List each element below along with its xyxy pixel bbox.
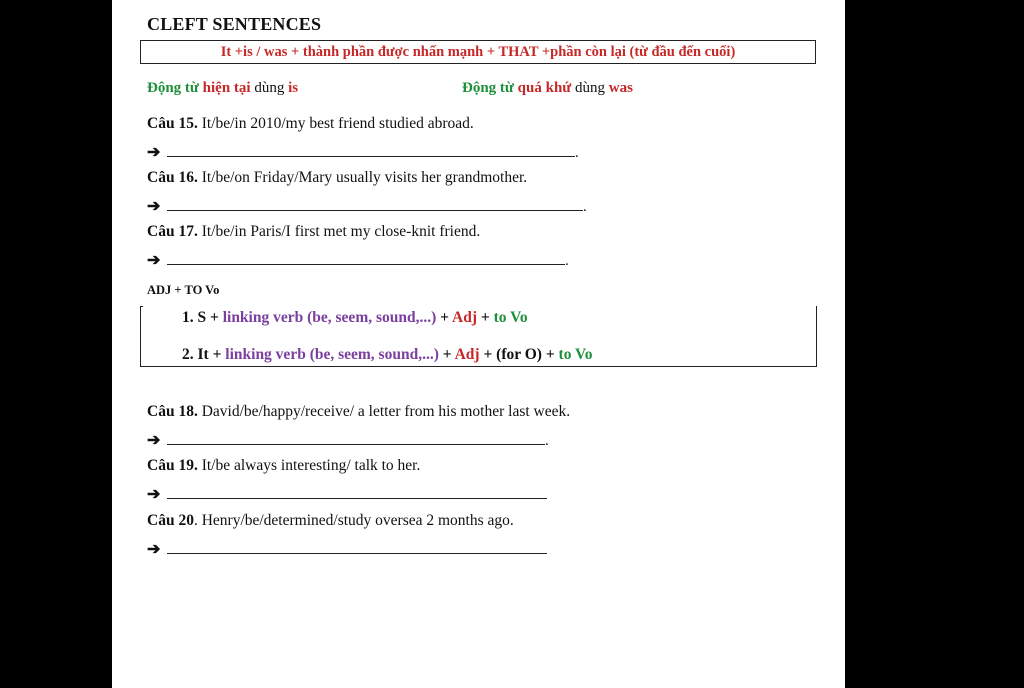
rule-number: 2. It + [182, 346, 226, 363]
answer-18 [147, 430, 549, 450]
answer-17 [147, 250, 569, 270]
rule-plus: + (for O) + [479, 346, 559, 363]
answer-line[interactable] [167, 196, 583, 211]
answer-16 [147, 196, 587, 216]
rule-plus: + [436, 309, 453, 326]
question-18 [147, 403, 570, 421]
question-text: . Henry/be/determined/study oversea 2 months ago. [193, 512, 514, 529]
question-label: Câu 18. [147, 403, 198, 420]
note-present-is: is [288, 80, 299, 96]
question-19 [147, 457, 420, 475]
rule-2 [182, 346, 593, 364]
question-text: It/be always interesting/ talk to her. [197, 457, 421, 474]
question-label: Câu 15. [147, 115, 198, 132]
question-17 [147, 223, 480, 241]
note-past-use: dùng [571, 80, 609, 96]
question-label: Câu 19. [147, 457, 198, 474]
answer-line[interactable] [167, 142, 575, 157]
rule-adj: Adj [454, 346, 480, 363]
note-past [462, 80, 633, 97]
arrow-icon: ➔ [147, 486, 161, 503]
note-past-was: was [608, 80, 633, 96]
question-text: David/be/happy/receive/ a letter from his mother last week. [197, 403, 571, 420]
question-15 [147, 115, 474, 133]
answer-period: . [565, 253, 569, 269]
answer-line[interactable] [167, 484, 547, 499]
question-text: It/be/on Friday/Mary usually visits her grandmother. [197, 169, 528, 186]
rule-plus: + [477, 309, 494, 326]
note-past-tense: quá khứ [517, 80, 572, 96]
adj-to-vo-heading: ADJ + TO Vo [147, 283, 220, 297]
rule-to-vo: to Vo [493, 309, 528, 326]
note-past-verb: Động từ [462, 80, 514, 96]
arrow-icon: ➔ [147, 252, 161, 269]
note-present-tense: hiện tại [202, 80, 251, 96]
worksheet-page [112, 0, 845, 688]
rule-plus: + [438, 346, 455, 363]
question-20 [147, 512, 514, 530]
rule-to-vo: to Vo [558, 346, 593, 363]
answer-line[interactable] [167, 250, 565, 265]
arrow-icon: ➔ [147, 432, 161, 449]
answer-15 [147, 142, 579, 162]
arrow-icon: ➔ [147, 541, 161, 558]
question-16 [147, 169, 527, 187]
note-present-use: dùng [250, 80, 289, 96]
question-text: It/be/in Paris/I first met my close-knit friend. [197, 223, 481, 240]
cleft-formula-box: It +is / was + thành phần được nhấn mạnh + THAT +phần còn lại (từ đầu đến cuối) [140, 40, 816, 64]
answer-line[interactable] [167, 539, 547, 554]
answer-period: . [545, 433, 549, 449]
question-text: It/be/in 2010/my best friend studied abroad. [197, 115, 474, 132]
rule-linking-verb: linking verb (be, seem, sound,...) [225, 346, 439, 363]
arrow-icon: ➔ [147, 198, 161, 215]
question-label: Câu 16. [147, 169, 198, 186]
note-present-verb: Động từ [147, 80, 199, 96]
arrow-icon: ➔ [147, 144, 161, 161]
question-label: Câu 17. [147, 223, 198, 240]
question-label: Câu 20 [147, 512, 194, 529]
answer-line[interactable] [167, 430, 545, 445]
answer-period: . [583, 199, 587, 215]
rule-linking-verb: linking verb (be, seem, sound,...) [222, 309, 437, 326]
adj-rules-box [140, 306, 817, 367]
answer-20 [147, 539, 547, 559]
answer-period: . [575, 145, 579, 161]
rule-number: 1. S + [182, 309, 223, 326]
answer-19 [147, 484, 547, 504]
page-title: CLEFT SENTENCES [147, 14, 322, 34]
rule-adj: Adj [452, 309, 478, 326]
rule-1 [182, 309, 528, 327]
note-present [147, 80, 298, 97]
